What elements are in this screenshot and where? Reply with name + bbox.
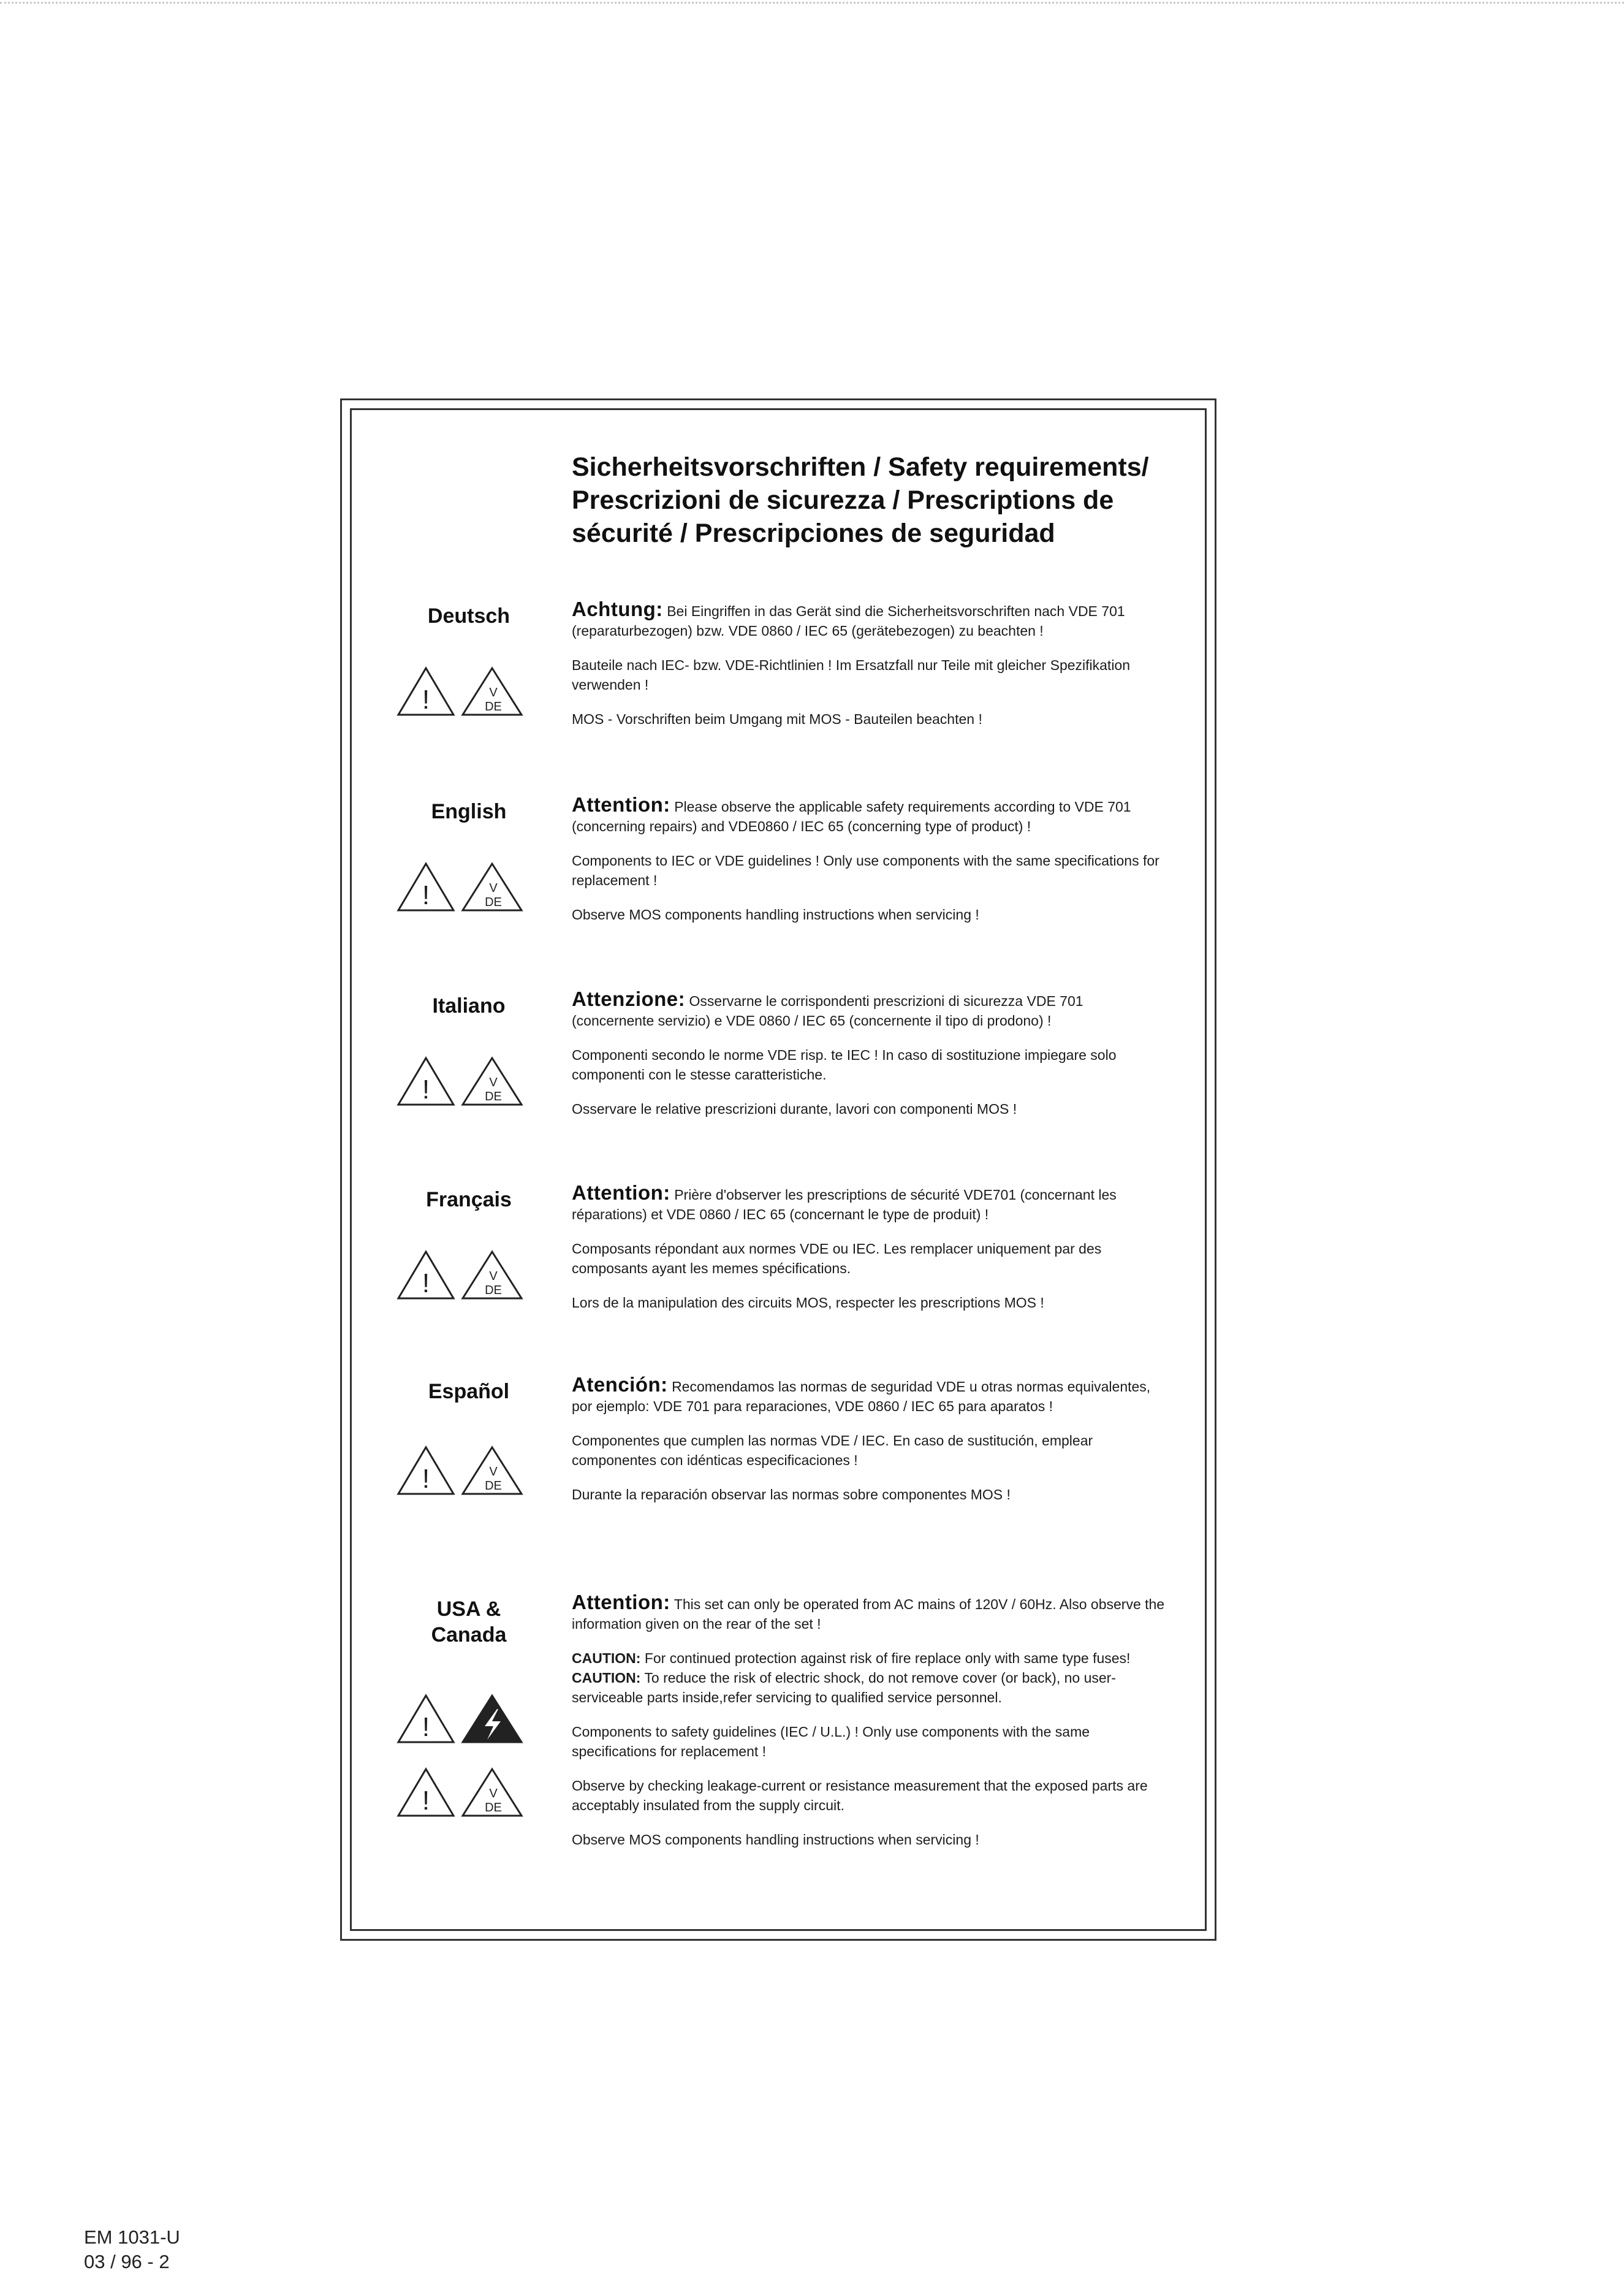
attention-lead: Attention: (572, 1181, 670, 1204)
svg-text:!: ! (422, 1075, 430, 1105)
section-text (572, 989, 1166, 1133)
paragraph-text: Please observe the applicable safety requirements according to VDE 701 (concerning repairs) and VDE0860 / IEC 65 (concerning type of product) ! (572, 799, 1131, 834)
warning-icon-group (395, 663, 530, 718)
paragraph (572, 989, 1166, 1030)
warning-icon-group (395, 1442, 530, 1498)
paragraph-text: Osservarne le corrispondenti prescrizioni di sicurezza VDE 701 (concernente servizio) e VDE 0860 / IEC 65 (concernente il tipo di prodono) ! (572, 993, 1083, 1029)
language-label: Français (426, 1188, 512, 1211)
document-code-line: EM 1031-U (84, 2226, 180, 2248)
paragraph: MOS - Vorschriften beim Umgang mit MOS - Bauteilen beachten ! (572, 711, 982, 727)
caution-label: CAUTION: (572, 1670, 641, 1686)
section-text (572, 795, 1166, 939)
paragraph: Bauteile nach IEC- bzw. VDE-Richtlinien ! Im Ersatzfall nur Teile mit gleicher Spezifikation verwenden ! (572, 657, 1131, 693)
vde-triangle-icon (463, 1447, 522, 1494)
paragraph: Componentes que cumplen las normas VDE / IEC. En caso de sustitución, emplear componentes con idénticas especificaciones ! (572, 1433, 1093, 1468)
safety-icons (395, 1691, 530, 1746)
section-text (572, 1375, 1166, 1519)
warning-triangle-icon (398, 1252, 453, 1298)
vde-triangle-icon (463, 1769, 522, 1816)
section-text (572, 1183, 1166, 1327)
paragraph: Observe MOS components handling instructions when servicing ! (572, 907, 979, 923)
page-title: Sicherheitsvorschriften / Safety requirements/ Prescrizioni de sicurezza / Prescriptions de sécurité / Prescripciones de seguridad (572, 452, 1149, 548)
warning-icon-group (395, 1053, 530, 1108)
attention-lead: Achtung: (572, 598, 663, 620)
language-label-line: USA & (436, 1597, 501, 1621)
svg-text:V: V (489, 1787, 498, 1800)
paragraph (572, 600, 1166, 641)
caution-label: CAUTION: (572, 1650, 641, 1666)
document-date-line: 03 / 96 - 2 (84, 2251, 170, 2272)
warning-triangle-icon (398, 1447, 453, 1494)
language-label (368, 1596, 570, 1648)
svg-text:!: ! (422, 1786, 430, 1816)
section-text (572, 1593, 1166, 1864)
paragraph: Lors de la manipulation des circuits MOS, respecter les prescriptions MOS ! (572, 1295, 1044, 1311)
paragraph: Observe by checking leakage-current or resistance measurement that the exposed parts are acceptably insulated from the supply circuit. (572, 1778, 1148, 1813)
paragraph-text: This set can only be operated from AC mains of 120V / 60Hz. Also observe the information given on the rear of the set ! (572, 1596, 1165, 1632)
svg-text:!: ! (422, 1712, 430, 1742)
svg-text:DE: DE (485, 896, 502, 909)
section-text (572, 600, 1166, 744)
attention-lead: Attenzione: (572, 988, 686, 1010)
warning-icon-group (395, 1764, 530, 1819)
caution-paragraph (572, 1668, 1166, 1707)
warning-triangle-icon (398, 1058, 453, 1105)
attention-lead: Atención: (572, 1373, 668, 1396)
attention-lead: Attention: (572, 1591, 670, 1613)
paragraph-text: Prière d'observer les prescriptions de sécurité VDE701 (concernant les réparations) et VDE 0860 / IEC 65 (concernant le type de produit) ! (572, 1187, 1117, 1222)
svg-text:!: ! (422, 685, 430, 715)
paragraph: Durante la reparación observar las normas sobre componentes MOS ! (572, 1487, 1011, 1502)
paragraph (572, 795, 1166, 836)
svg-text:DE: DE (485, 1801, 502, 1814)
document-code (84, 2225, 180, 2274)
safety-icons (395, 1247, 530, 1302)
language-label: English (431, 800, 507, 823)
safety-icons (395, 859, 530, 914)
language-label: Español (428, 1380, 510, 1403)
safety-icons (395, 1764, 530, 1819)
svg-text:V: V (489, 1270, 498, 1283)
svg-text:!: ! (422, 1464, 430, 1494)
caution-text: To reduce the risk of electric shock, do not remove cover (or back), no user-serviceable parts inside,refer servicing to qualified service personnel. (572, 1670, 1116, 1705)
safety-icons (395, 663, 530, 718)
svg-text:V: V (489, 1076, 498, 1089)
warning-triangle-icon (398, 864, 453, 910)
svg-text:DE: DE (485, 1479, 502, 1493)
vde-triangle-icon (463, 1058, 522, 1105)
paragraph: Components to IEC or VDE guidelines ! Only use components with the same specifications for replacement ! (572, 853, 1159, 888)
paragraph (572, 1183, 1166, 1224)
warning-triangle-icon (398, 668, 453, 715)
page-edge (0, 2, 1624, 4)
paragraph: Componenti secondo le norme VDE risp. te IEC ! In caso di sostituzione impiegare solo componenti con le stesse caratteristiche. (572, 1047, 1117, 1083)
svg-text:V: V (489, 686, 498, 699)
paragraph (572, 1375, 1166, 1416)
attention-lead: Attention: (572, 793, 670, 816)
paragraph (572, 1593, 1166, 1634)
language-label: Italiano (432, 994, 506, 1018)
electric-shock-triangle-icon (463, 1696, 522, 1742)
vde-triangle-icon (463, 864, 522, 910)
paragraph: Components to safety guidelines (IEC / U.L.) ! Only use components with the same specifications for replacement ! (572, 1724, 1090, 1759)
paragraph: Composants répondant aux normes VDE ou IEC. Les remplacer uniquement par des composants ayant les memes spécifications. (572, 1241, 1102, 1276)
warning-triangle-icon (398, 1696, 453, 1742)
caution-text: For continued protection against risk of fire replace only with same type fuses! (644, 1650, 1131, 1666)
paragraph: Observe MOS components handling instructions when servicing ! (572, 1832, 979, 1848)
warning-triangle-icon (398, 1769, 453, 1816)
svg-text:V: V (489, 881, 498, 895)
svg-text:!: ! (422, 1268, 430, 1298)
language-label-line: Canada (431, 1623, 507, 1647)
svg-text:DE: DE (485, 1090, 502, 1103)
paragraph-text: Bei Eingriffen in das Gerät sind die Sicherheitsvorschriften nach VDE 701 (reparaturbezogen) bzw. VDE 0860 / IEC 65 (gerätebezogen) zu beachten ! (572, 603, 1125, 639)
svg-text:!: ! (422, 880, 430, 910)
language-label: Deutsch (427, 604, 510, 628)
warning-icon-group (395, 1691, 530, 1746)
svg-text:DE: DE (485, 1284, 502, 1297)
safety-icons (395, 1442, 530, 1498)
svg-text:V: V (489, 1465, 498, 1479)
caution-paragraph (572, 1648, 1166, 1668)
paragraph: Osservare le relative prescrizioni durante, lavori con componenti MOS ! (572, 1101, 1017, 1117)
vde-triangle-icon (463, 1252, 522, 1298)
warning-icon-group (395, 1247, 530, 1302)
warning-icon-group (395, 859, 530, 914)
vde-triangle-icon (463, 668, 522, 715)
svg-text:DE: DE (485, 700, 502, 714)
paragraph-text: Recomendamos las normas de seguridad VDE u otras normas equivalentes, por ejemplo: VDE 701 para reparaciones, VDE 0860 / IEC 65 para aparatos ! (572, 1379, 1151, 1414)
safety-icons (395, 1053, 530, 1108)
